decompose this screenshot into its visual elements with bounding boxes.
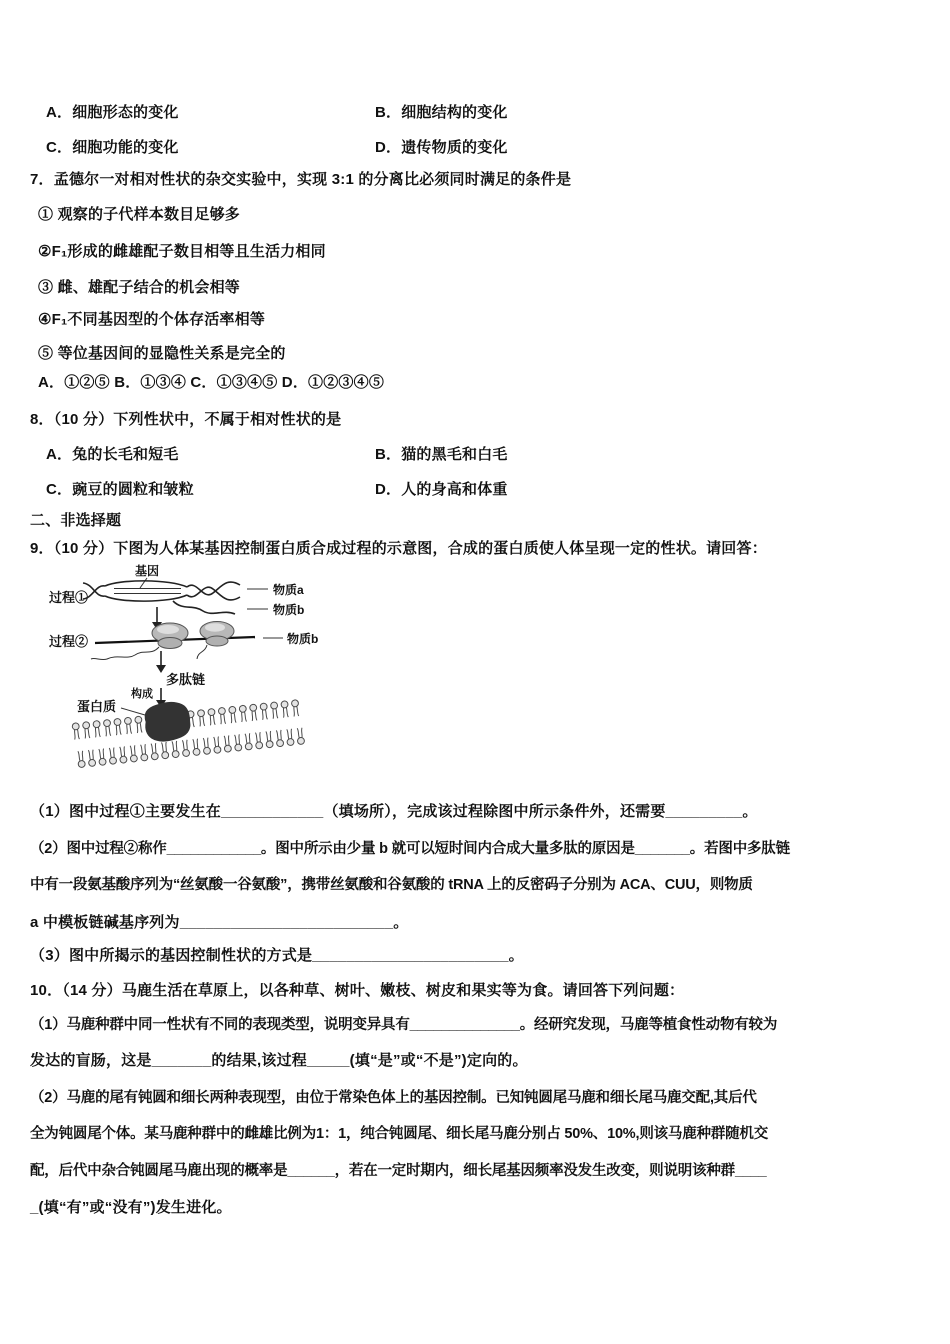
diagram-ribosome-1 xyxy=(152,623,188,649)
q6-option-b: B．细胞结构的变化 xyxy=(375,104,508,121)
diagram-dna xyxy=(83,581,240,601)
q9-part-2-line-2: 中有一段氨基酸序列为“丝氨酸一谷氨酸”，携带丝氨酸和谷氨酸的 tRNA 上的反密码子分别为 ACA、CUU，则物质 xyxy=(30,877,753,893)
q10-part-2-line-4: _(填“有”或“没有”)发生进化。 xyxy=(30,1199,232,1216)
q10-part-1-line-1: （1）马鹿种群中同一性状有不同的表现类型，说明变异具有______________。经研究发现，马鹿等植食性动物有较为 xyxy=(30,1017,778,1033)
diagram-label-substance-b1: 物质b xyxy=(273,603,305,617)
diagram-mrna-upper xyxy=(173,601,235,614)
q8-option-a: A．兔的长毛和短毛 xyxy=(46,446,179,463)
gene-leader-line xyxy=(140,578,147,588)
q7-condition-1: ① 观察的子代样本数目足够多 xyxy=(38,206,240,223)
q9-stem: 9．（10 分）下图为人体某基因控制蛋白质合成过程的示意图，合成的蛋白质使人体呈现一定的性状。请回答： xyxy=(30,540,767,557)
q6-option-c: C．细胞功能的变化 xyxy=(46,139,179,156)
q10-stem: 10．（14 分）马鹿生活在草原上，以各种草、树叶、嫩枝、树皮和果实等为食。请回答下列问题： xyxy=(30,982,685,999)
arrow-down-2 xyxy=(156,651,166,673)
q7-choices: A．①②⑤ B．①③④ C．①③④⑤ D．①②③④⑤ xyxy=(38,374,385,391)
q10-part-1-line-2: 发达的盲肠，这是_______的结果,该过程_____(填“是”或“不是”)定向的。 xyxy=(30,1052,528,1069)
protein-leader-line xyxy=(121,708,145,715)
q6-option-a: A．细胞形态的变化 xyxy=(46,104,179,121)
q7-condition-2: ②F₁形成的雌雄配子数目相等且生活力相同 xyxy=(38,243,326,260)
q8-option-c: C．豌豆的圆粒和皱粒 xyxy=(46,481,194,498)
q7-stem: 7．孟德尔一对相对性状的杂交实验中，实现 3:1 的分离比必须同时满足的条件是 xyxy=(30,171,572,188)
q9-part-1: （1）图中过程①主要发生在____________（填场所），完成该过程除图中所示条件外，还需要_________。 xyxy=(30,803,758,820)
nascent-chain-2 xyxy=(197,645,207,659)
membrane-bottom-leaflet xyxy=(77,728,305,768)
q8-option-d: D．人的身高和体重 xyxy=(375,481,508,498)
q7-condition-4: ④F₁不同基因型的个体存活率相等 xyxy=(38,311,266,328)
diagram-protein-blob xyxy=(143,700,192,744)
q10-part-2-line-2: 全为钝圆尾个体。某马鹿种群中的雌雄比例为1：1，纯合钝圆尾、细长尾马鹿分别占 50%、10%,则该马鹿种群随机交 xyxy=(30,1126,769,1142)
q9-part-2-line-1: （2）图中过程②称作____________。图中所示由少量 b 就可以短时间内合成大量多肽的原因是_______。若图中多肽链 xyxy=(30,841,790,857)
q8-stem: 8．（10 分）下列性状中，不属于相对性状的是 xyxy=(30,411,342,428)
diagram-ribosome-2 xyxy=(200,622,234,647)
q10-part-2-line-1: （2）马鹿的尾有钝圆和细长两种表现型，由位于常染色体上的基因控制。已知钝圆尾马鹿和细长尾马鹿交配,其后代 xyxy=(30,1090,757,1106)
diagram-polypeptide-label: 多肽链 xyxy=(166,672,206,687)
diagram-process-1-label: 过程① xyxy=(49,590,89,605)
diagram-process-2-label: 过程② xyxy=(49,634,89,649)
diagram-label-gene: 基因 xyxy=(135,564,160,578)
q7-condition-5: ⑤ 等位基因间的显隐性关系是完全的 xyxy=(38,345,286,362)
nascent-chain-1 xyxy=(91,647,159,660)
q7-condition-3: ③ 雌、雄配子结合的机会相等 xyxy=(38,279,240,296)
diagram-protein-label: 蛋白质 xyxy=(77,699,117,714)
gene-protein-synthesis-diagram xyxy=(35,563,340,778)
q9-part-2-line-3: a 中模板链碱基序列为_________________________。 xyxy=(30,914,409,931)
diagram-label-substance-b2: 物质b xyxy=(287,632,319,646)
q8-option-b: B．猫的黑毛和白毛 xyxy=(375,446,508,463)
section-2-header: 二、非选择题 xyxy=(30,512,122,529)
diagram-compose-label: 构成 xyxy=(131,688,153,700)
diagram-label-substance-a: 物质a xyxy=(273,583,304,597)
q10-part-2-line-3: 配，后代中杂合钝圆尾马鹿出现的概率是______，若在一定时期内，细长尾基因频率没发生改变，则说明该种群____ xyxy=(30,1163,767,1179)
q9-part-3: （3）图中所揭示的基因控制性状的方式是_______________________。 xyxy=(30,947,524,964)
q6-option-d: D．遗传物质的变化 xyxy=(375,139,508,156)
